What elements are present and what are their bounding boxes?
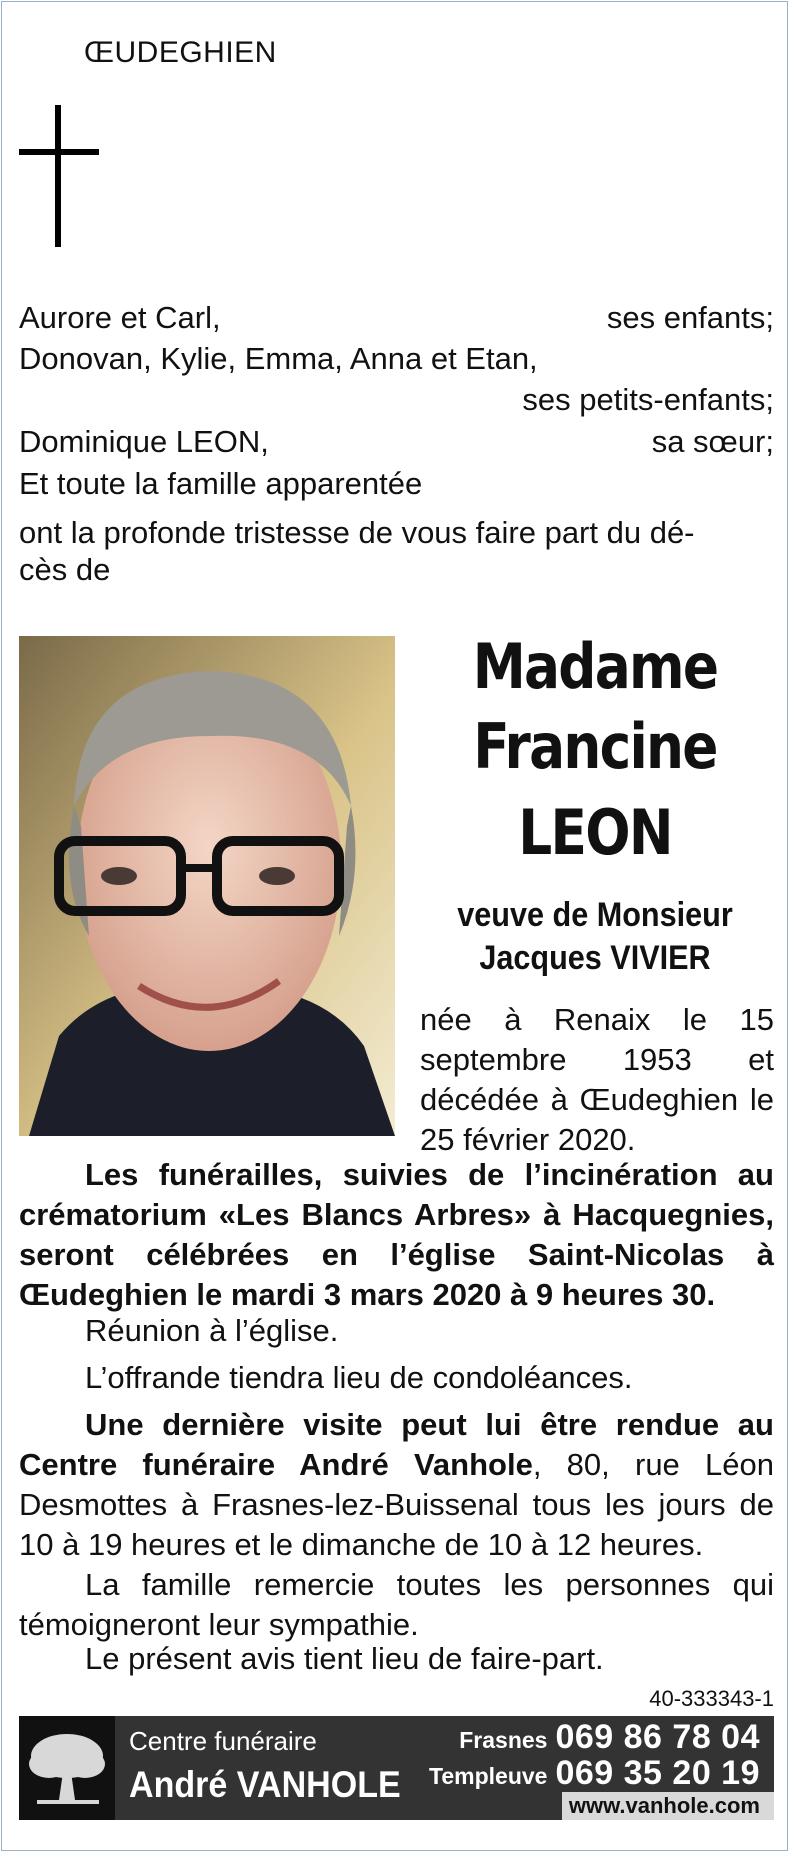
- thanks-text: La famille remercie toutes les personnes qui témoigneront leur sympathie.: [19, 1567, 774, 1642]
- relatives-text: Et toute la famille apparentée: [19, 466, 423, 501]
- cross-icon-bar: [19, 149, 99, 155]
- phone-frasnes-number[interactable]: 069 86 78 04: [555, 1718, 760, 1756]
- visit-bold-text: Une dernière visite peut lui être rendue au Centre funéraire André Vanhole: [19, 1407, 774, 1482]
- widow-line-2: Jacques VIVIER: [479, 939, 711, 977]
- phone-frasnes-location: Frasnes: [459, 1727, 548, 1753]
- reunion-text: Réunion à l’église.: [85, 1313, 339, 1348]
- deceased-title: Madame: [472, 630, 718, 703]
- children-relation: ses enfants;: [606, 300, 774, 335]
- notice-text: Le présent avis tient lieu de faire-part.: [85, 1641, 604, 1676]
- funeral-home-label: Centre funéraire: [129, 1726, 317, 1756]
- deceased-first-name: Francine: [473, 710, 717, 783]
- announcement-text-2: cès de: [19, 552, 111, 587]
- reference-number: 40-333343-1: [649, 1686, 774, 1711]
- birth-death-dates: née à Renaix le 15 septembre 1953 et décédée à Œudeghien le 25 février 2020.: [420, 1002, 774, 1157]
- cross-icon: [55, 105, 61, 247]
- family-row-grandchildren: [19, 339, 774, 379]
- deceased-last-name: LEON: [518, 796, 672, 869]
- announcement-text-1: ont la profonde tristesse de vous faire part du dé-: [19, 515, 695, 550]
- reunion-notice: [19, 1311, 774, 1351]
- offering-text: L’offrande tiendra lieu de condoléances.: [85, 1360, 633, 1395]
- funeral-home-name: André VANHOLE: [129, 1764, 401, 1805]
- children-names: Aurore et Carl,: [19, 300, 221, 335]
- family-row-sister: [19, 422, 774, 462]
- portrait-photo: [19, 636, 395, 1136]
- family-row-children: [19, 298, 774, 338]
- announcement-line-1: [19, 513, 774, 553]
- funeral-text: Les funérailles, suivies de l’incinération au crématorium «Les Blancs Arbres» à Hacquegnies, seront célébrées en l’église Saint-Nicolas à Œudeghien le mardi 3 mars 2020 à 9 heures 30.: [19, 1157, 774, 1312]
- sister-name: Dominique LEON,: [19, 424, 269, 459]
- website-link[interactable]: www.vanhole.com: [562, 1792, 774, 1820]
- thanks-notice: [19, 1565, 774, 1645]
- phone-templeuve-number[interactable]: 069 35 20 19: [555, 1754, 760, 1792]
- notice-statement: [19, 1639, 774, 1679]
- visit-text: , 80, rue Léon Desmottes à Frasnes-lez-Buissenal tous les jours de 10 à 19 heures et le dimanche de 10 à 12 heures.: [19, 1447, 774, 1562]
- widow-line-1: veuve de Monsieur: [457, 896, 733, 934]
- tree-logo-icon: [19, 1716, 115, 1820]
- phone-templeuve: [429, 1754, 760, 1793]
- grandchildren-relation: ses petits-enfants;: [522, 382, 774, 417]
- funeral-details: [19, 1155, 774, 1315]
- family-row-relatives: [19, 464, 774, 504]
- announcement-line-2: [19, 550, 774, 590]
- phone-templeuve-location: Templeuve: [429, 1763, 548, 1789]
- grandchildren-names: Donovan, Kylie, Emma, Anna et Etan,: [19, 341, 538, 376]
- town-heading: ŒUDEGHIEN: [84, 36, 277, 69]
- offering-notice: [19, 1358, 774, 1398]
- phone-frasnes: [459, 1718, 760, 1757]
- visit-notice: [19, 1405, 774, 1565]
- funeral-home-banner: [19, 1716, 774, 1820]
- sister-relation: sa sœur;: [651, 424, 774, 459]
